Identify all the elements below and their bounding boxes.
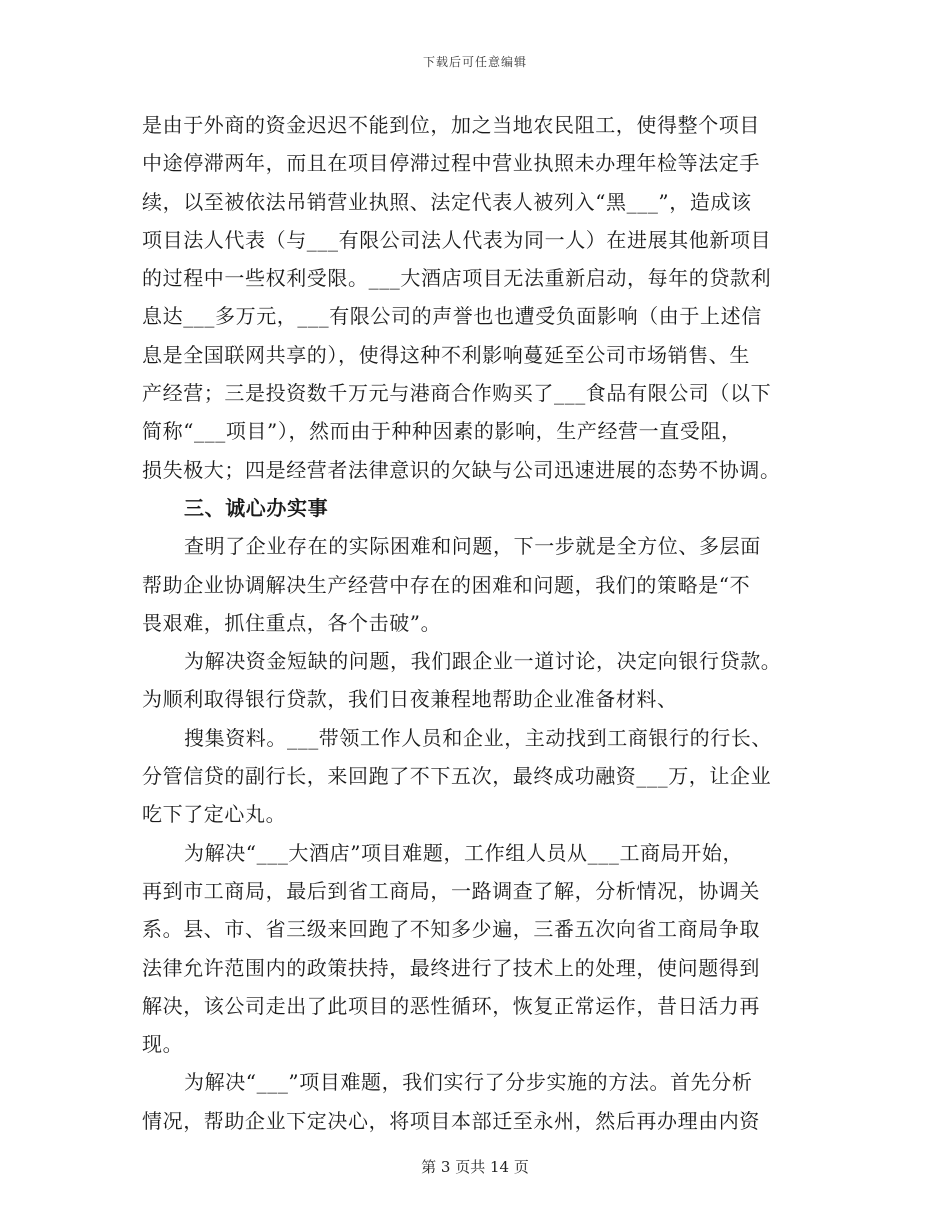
text-line: 解决，该公司走出了此项目的恶性循环，恢复正常运作，昔日活力再 (142, 993, 760, 1018)
text-line: 为解决“___”项目难题，我们实行了分步实施的方法。首先分析 (184, 1070, 753, 1095)
text-line: 再到市工商局，最后到省工商局，一路调查了解，分析情况，协调关 (142, 878, 760, 903)
text-line: 分管信贷的副行长，来回跑了不下五次，最终成功融资___万，让企业 (142, 764, 772, 789)
section-heading: 三、诚心办实事 (184, 495, 329, 520)
text-line: 查明了企业存在的实际困难和问题，下一步就是全方位、多层面 (184, 534, 761, 559)
text-line: 续，以至被依法吊销营业执照、法定代表人被列入“黑___”，造成该 (142, 189, 752, 214)
text-line: 系。县、市、省三级来回跑了不知多少遍，三番五次向省工商局争取 (142, 917, 760, 942)
text-line: 息达___多万元，___有限公司的声誉也也遭受负面影响（由于上述信 (142, 304, 762, 329)
page-header: 下载后可任意编辑 (422, 55, 527, 69)
text-line: 的过程中一些权利受限。___大酒店项目无法重新启动，每年的贷款利 (142, 266, 772, 291)
text-line: 帮助企业协调解决生产经营中存在的困难和问题，我们的策略是“不 (142, 572, 751, 597)
text-line: 畏艰难，抓住重点，各个击破”。 (142, 610, 442, 635)
text-line: 法律允许范围内的政策扶持，最终进行了技术上的处理，使问题得到 (142, 955, 760, 980)
text-line: 息是全国联网共享的），使得这种不利影响蔓延至公司市场销售、生 (142, 342, 750, 367)
text-line: 简称“___项目”），然而由于种种因素的影响，生产经营一直受阻， (142, 419, 742, 444)
text-line: 现。 (142, 1032, 184, 1057)
text-line: 为解决资金短缺的问题，我们跟企业一道讨论，决定向银行贷款。 (184, 649, 782, 674)
text-line: 损失极大；四是经营者法律意识的欠缺与公司迅速进展的态势不协调。 (142, 457, 781, 482)
text-line: 为顺利取得银行贷款，我们日夜兼程地帮助企业准备材料、 (142, 687, 678, 712)
document-body (142, 106, 814, 1140)
text-line: 情况，帮助企业下定决心，将项目本部迁至永州，然后再办理由内资 (142, 1108, 760, 1133)
text-line: 是由于外商的资金迟迟不能到位，加之当地农民阻工，使得整个项目 (142, 113, 760, 137)
text-line: 产经营；三是投资数千万元与港商合作购买了___食品有限公司（以下 (142, 381, 772, 406)
text-line: 中途停滞两年，而且在项目停滞过程中营业执照未办理年检等法定手 (142, 151, 760, 176)
text-line: 项目法人代表（与___有限公司法人代表为同一人）在进展其他新项目 (142, 227, 772, 252)
text-line: 吃下了定心丸。 (142, 802, 287, 827)
text-line: 搜集资料。___带领工作人员和企业，主动找到工商银行的行长、 (184, 725, 772, 750)
text-line: 为解决“___大酒店”项目难题，工作组人员从___工商局开始， (184, 840, 744, 865)
page-footer: 第 3 页共 14 页 (421, 1158, 529, 1176)
